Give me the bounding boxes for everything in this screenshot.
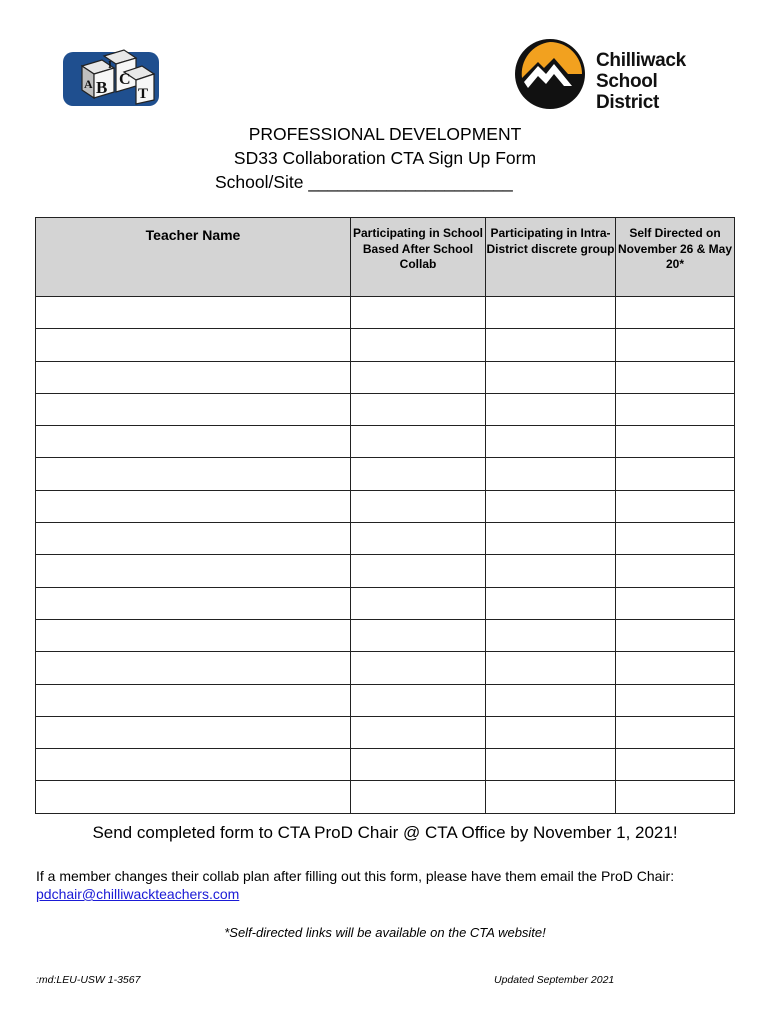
- teacher-name-cell[interactable]: [36, 458, 351, 490]
- column-header-school-based: Participating in School Based After School Collab: [351, 218, 486, 297]
- table-row: [36, 393, 735, 425]
- column-header-teacher-name: Teacher Name: [36, 218, 351, 297]
- district-name-line2: School District: [596, 71, 660, 113]
- table-row: [36, 458, 735, 490]
- intra-district-cell[interactable]: [486, 684, 616, 716]
- school-based-cell[interactable]: [351, 555, 486, 587]
- school-based-cell[interactable]: [351, 619, 486, 651]
- self-directed-cell[interactable]: [616, 555, 735, 587]
- self-directed-cell[interactable]: [616, 619, 735, 651]
- teacher-name-cell[interactable]: [36, 523, 351, 555]
- intra-district-cell[interactable]: [486, 361, 616, 393]
- intra-district-cell[interactable]: [486, 490, 616, 522]
- table-row: [36, 426, 735, 458]
- teacher-name-cell[interactable]: [36, 781, 351, 813]
- self-directed-cell[interactable]: [616, 684, 735, 716]
- form-title: PROFESSIONAL DEVELOPMENT: [248, 124, 522, 144]
- self-directed-cell[interactable]: [616, 781, 735, 813]
- table-row: [36, 684, 735, 716]
- table-body: [36, 297, 735, 814]
- self-directed-cell[interactable]: [616, 426, 735, 458]
- teacher-name-cell[interactable]: [36, 490, 351, 522]
- column-header-self-directed: Self Directed on November 26 & May 20*: [616, 218, 735, 297]
- change-note-text: If a member changes their collab plan after filling out this form, please have them email the ProD Chair:: [36, 868, 675, 884]
- self-directed-cell[interactable]: [616, 361, 735, 393]
- table-row: [36, 587, 735, 619]
- self-directed-cell[interactable]: [616, 523, 735, 555]
- intra-district-cell[interactable]: [486, 749, 616, 781]
- table-row: [36, 781, 735, 813]
- table-row: [36, 749, 735, 781]
- self-directed-cell[interactable]: [616, 587, 735, 619]
- cta-logo: [62, 46, 160, 108]
- intra-district-cell[interactable]: [486, 393, 616, 425]
- school-based-cell[interactable]: [351, 716, 486, 748]
- school-based-cell[interactable]: [351, 361, 486, 393]
- intra-district-cell[interactable]: [486, 458, 616, 490]
- svg-text:I: I: [108, 60, 112, 71]
- teacher-name-cell[interactable]: [36, 716, 351, 748]
- updated-date: Updated September 2021: [494, 974, 615, 986]
- column-header-intra-district: Participating in Intra-District discrete group: [486, 218, 616, 297]
- school-based-cell[interactable]: [351, 393, 486, 425]
- teacher-name-cell[interactable]: [36, 361, 351, 393]
- school-based-cell[interactable]: [351, 652, 486, 684]
- self-directed-cell[interactable]: [616, 749, 735, 781]
- document-code: :md:LEU-USW 1-3567: [36, 974, 141, 986]
- school-based-cell[interactable]: [351, 490, 486, 522]
- intra-district-cell[interactable]: [486, 426, 616, 458]
- teacher-name-cell[interactable]: [36, 393, 351, 425]
- self-directed-cell[interactable]: [616, 393, 735, 425]
- intra-district-cell[interactable]: [486, 587, 616, 619]
- svg-text:C: C: [119, 71, 131, 88]
- district-name-line1: Chilliwack: [596, 50, 686, 71]
- table-row: [36, 329, 735, 361]
- chilliwack-mountain-logo-icon: [514, 36, 588, 112]
- table-header-row: [36, 218, 735, 297]
- self-directed-cell[interactable]: [616, 716, 735, 748]
- school-based-cell[interactable]: [351, 458, 486, 490]
- self-directed-cell[interactable]: [616, 490, 735, 522]
- school-based-cell[interactable]: [351, 297, 486, 329]
- table-row: [36, 523, 735, 555]
- self-directed-cell[interactable]: [616, 652, 735, 684]
- intra-district-cell[interactable]: [486, 619, 616, 651]
- intra-district-cell[interactable]: [486, 555, 616, 587]
- intra-district-cell[interactable]: [486, 329, 616, 361]
- school-based-cell[interactable]: [351, 749, 486, 781]
- intra-district-cell[interactable]: [486, 523, 616, 555]
- intra-district-cell[interactable]: [486, 781, 616, 813]
- teacher-name-cell[interactable]: [36, 329, 351, 361]
- self-directed-cell[interactable]: [616, 458, 735, 490]
- self-directed-cell[interactable]: [616, 329, 735, 361]
- teacher-name-cell[interactable]: [36, 555, 351, 587]
- teacher-name-cell[interactable]: [36, 587, 351, 619]
- intra-district-cell[interactable]: [486, 297, 616, 329]
- school-based-cell[interactable]: [351, 587, 486, 619]
- teacher-name-cell[interactable]: [36, 297, 351, 329]
- teacher-name-cell[interactable]: [36, 619, 351, 651]
- table-row: [36, 297, 735, 329]
- table-row: [36, 490, 735, 522]
- table-row: [36, 619, 735, 651]
- table-row: [36, 652, 735, 684]
- intra-district-cell[interactable]: [486, 716, 616, 748]
- teacher-name-cell[interactable]: [36, 749, 351, 781]
- cta-blocks-logo-icon: [62, 46, 160, 108]
- teacher-name-cell[interactable]: [36, 426, 351, 458]
- school-based-cell[interactable]: [351, 523, 486, 555]
- form-subtitle: SD33 Collaboration CTA Sign Up Form: [233, 148, 537, 168]
- send-instructions: Send completed form to CTA ProD Chair @ CTA Office by November 1, 2021!: [92, 823, 678, 842]
- svg-text:A: A: [84, 77, 93, 91]
- table-row: [36, 716, 735, 748]
- school-based-cell[interactable]: [351, 781, 486, 813]
- school-based-cell[interactable]: [351, 329, 486, 361]
- table-row: [36, 361, 735, 393]
- self-directed-cell[interactable]: [616, 297, 735, 329]
- district-name: [596, 50, 714, 113]
- teacher-name-cell[interactable]: [36, 684, 351, 716]
- svg-text:B: B: [96, 78, 108, 97]
- table-row: [36, 555, 735, 587]
- change-note: [36, 867, 736, 903]
- school-based-cell[interactable]: [351, 426, 486, 458]
- teacher-name-cell[interactable]: [36, 652, 351, 684]
- school-based-cell[interactable]: [351, 684, 486, 716]
- prod-chair-email-link[interactable]: pdchair@chilliwackteachers.com: [36, 886, 240, 902]
- intra-district-cell[interactable]: [486, 652, 616, 684]
- signup-table: [35, 217, 735, 814]
- self-directed-note: *Self-directed links will be available on the CTA website!: [224, 925, 546, 940]
- svg-text:T: T: [138, 86, 149, 102]
- district-logo: [514, 36, 714, 112]
- school-site-field[interactable]: School/Site _____________________: [215, 172, 513, 192]
